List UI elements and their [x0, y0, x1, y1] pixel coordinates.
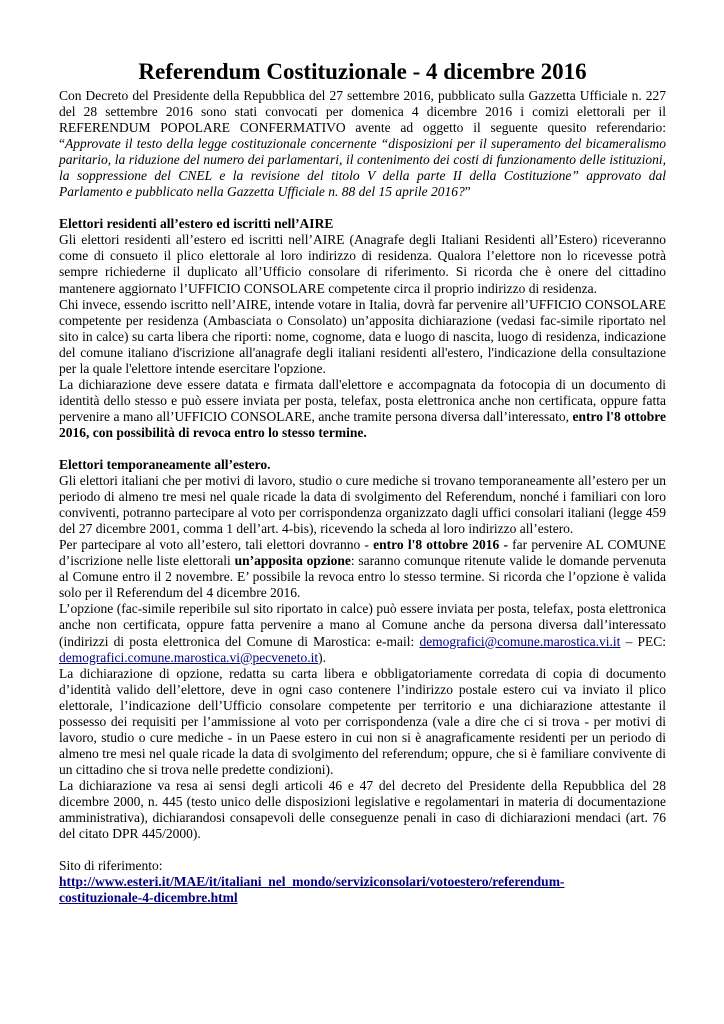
temporary-option: un’apposita opzione — [234, 553, 351, 569]
section-heading-temporary: Elettori temporaneamente all’estero. — [59, 456, 271, 472]
section-heading-aire: Elettori residenti all’estero ed iscritti nell’AIRE — [59, 216, 334, 232]
temporary-p2-c: far pervenire AL COMUNE d’iscrizione nelle liste elettorali — [59, 537, 667, 569]
aire-paragraph-1: Gli elettori residenti all’estero ed iscritti nell’AIRE (Anagrafe degli Italiani Residenti all’Estero) riceveranno come di consueto il plico elettorale al loro indirizzo di residenza. Qualora l’elettore non lo ricevesse potrà sempre richiederne il duplicato all’Ufficio consolare di riferimento. Si ricorda che è onere del cittadino mantenere aggiornato l’UFFICIO CONSOLARE competente circa il proprio indirizzo di residenza. — [59, 232, 666, 296]
temporary-p2-e: : saranno comunque ritenute valide le domande pervenuta al Comune entro il 2 novembre. E’ possibile la revoca entro lo stesso termine. Si ricorda che l’opzione è valida solo per il Referendum del 4 dicembre 2016. — [59, 553, 666, 601]
aire-deadline: entro l'8 ottobre 2016, con possibilità di revoca entro lo stesso termine. — [59, 408, 666, 440]
temporary-p2-a: Per partecipare al voto all’estero, tali elettori dovranno - — [59, 537, 374, 553]
temporary-p3-c: ). — [318, 649, 326, 665]
temporary-p3-b: – PEC: — [620, 633, 666, 649]
temporary-paragraph-1: Gli elettori italiani che per motivi di lavoro, studio o cure mediche si trovano temporaneamente all’estero per un periodo di almeno tre mesi nel quale ricade la data di svolgimento del Referendum, nonché i familiari con loro conviventi, potranno partecipare al voto per corrispondenza organizzato dagli uffici consolari italiani (legge 459 del 27 dicembre 2001, comma 1 dell’art. 4-bis), ricevendo la scheda al loro indirizzo all’estero. — [59, 473, 666, 537]
temporary-deadline: entro l'8 ottobre 2016 - — [373, 537, 508, 553]
intro-paragraph — [59, 88, 666, 200]
reference-link[interactable] — [59, 874, 564, 905]
temporary-paragraph-3 — [59, 601, 666, 665]
temporary-paragraph-4: La dichiarazione di opzione, redatta su carta libera e obbligatoriamente corredata di copia di documento d’identità valido dell’elettore, deve in ogni caso contenere l’indirizzo postale estero cui va inviato il plico elettorale, l’indicazione dell’Ufficio consolare competente per territorio e una dichiarazione attestante il possesso dei requisiti per l’ammissione al voto per corrispondenza (vale a dire che ci si trova - per motivi di lavoro, studio o cure mediche - in un Paese estero in cui non si è anagraficamente residenti per un periodo di almeno tre mesi nel quale ricade la data di svolgimento del referendum; oppure, che si è familiare convivente di un cittadino che si trova nelle predette condizioni). — [59, 665, 666, 777]
aire-paragraph-2: Chi invece, essendo iscritto nell’AIRE, intende votare in Italia, dovrà far pervenire all’UFFICIO CONSOLARE competente per residenza (Ambasciata o Consolato) un’apposita dichiarazione (vedasi fac-simile riportato nel sito in calce) su carta libera che riporti: nome, cognome, data e luogo di nascita, luogo di residenza, indicazione del comune italiano d'iscrizione all'anagrafe degli italiani residenti all'estero, l'indicazione della consultazione per la quale l'elettore intende esercitare l'opzione. — [59, 296, 666, 376]
temporary-p3-a: L’opzione (fac-simile reperibile sul sito riportato in calce) può essere inviata per posta, telefax, posta elettronica anche non certificata, oppure fatta pervenire a mano al Comune anche da persona diversa dall’interessato (indirizzi di posta elettronica del Comune di Marostica: e-mail: — [59, 601, 666, 649]
intro-text: Con Decreto del Presidente della Repubblica del 27 settembre 2016, pubblicato sulla Gazzetta Ufficiale n. 227 del 28 settembre 2016 sono stati convocati per domenica 4 dicembre 2016 i comizi elettorali per il REFERENDUM POPOLARE CONFERMATIVO avente ad oggetto il seguente quesito referendario: “ — [59, 88, 666, 152]
temporary-paragraph-5: La dichiarazione va resa ai sensi degli articoli 46 e 47 del decreto del Presidente della Repubblica del 28 dicembre 2000, n. 445 (testo unico delle disposizioni legislative e regolamentari in materia di documentazione amministrativa), dichiarandosi consapevoli delle conseguenze penali in caso di dichiarazioni mendaci (art. 76 del citato DPR 445/2000). — [59, 777, 666, 842]
temporary-paragraph-2 — [59, 537, 666, 601]
reference-link-line-2: costituzionale-4-dicembre.html — [59, 890, 238, 906]
aire-paragraph-3-text: La dichiarazione deve essere datata e firmata dall'elettore e accompagnata da fotocopia di un documento di identità dello stesso e può essere inviata per posta, telefax, posta elettronica anche non certificata, oppure fatta pervenire a mano all’UFFICIO CONSOLARE, anche tramite persona diversa dall’interessato, — [59, 376, 666, 424]
document-page — [59, 58, 666, 906]
pec-link[interactable]: demografici.comune.marostica.vi@pecveneto.it — [59, 649, 319, 665]
reference-link-paragraph — [59, 874, 666, 906]
intro-close-quote: ” — [464, 184, 471, 200]
email-link[interactable]: demografici@comune.marostica.vi.it — [419, 633, 621, 649]
referendum-question: Approvate il testo della legge costituzionale concernente “disposizioni per il superamento del bicameralismo paritario, la riduzione del numero dei parlamentari, il contenimento dei costi di funzionamento delle istituzioni, la soppressione del CNEL e la revisione del titolo V della parte II della Costituzione” approvato dal Parlamento e pubblicato nella Gazzetta Ufficiale n. 88 del 15 aprile 2016? — [59, 136, 666, 200]
aire-paragraph-3 — [59, 377, 666, 441]
reference-link-line-1: http://www.esteri.it/MAE/it/italiani_nel_mondo/serviziconsolari/votoestero/referendum- — [59, 874, 565, 890]
reference-label: Sito di riferimento: — [59, 858, 163, 874]
page-title: Referendum Costituzionale - 4 dicembre 2016 — [138, 59, 587, 84]
